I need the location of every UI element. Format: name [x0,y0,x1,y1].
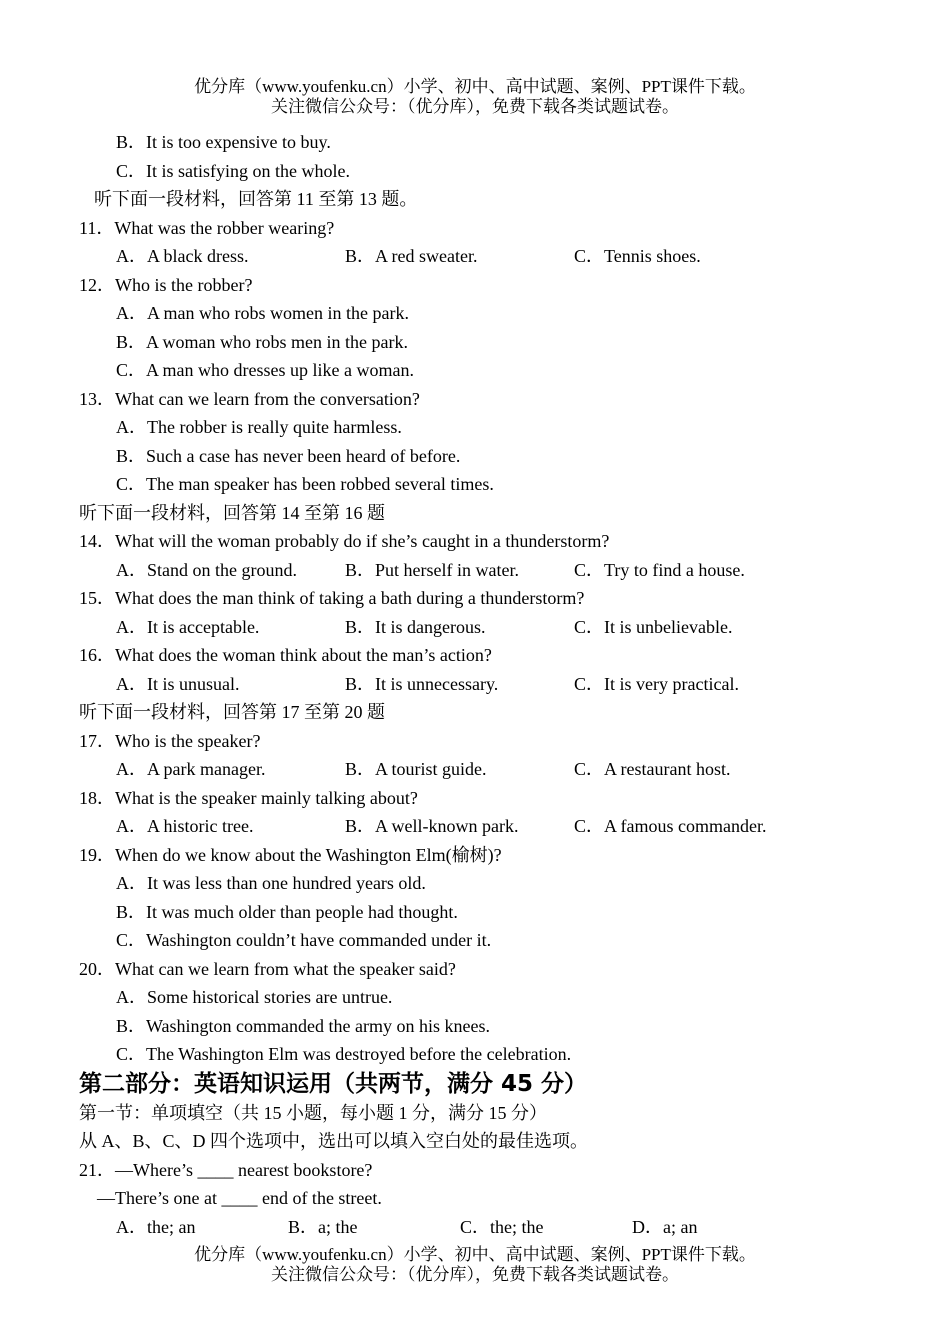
q13-option-c: C．The man speaker has been robbed several times. [116,474,494,494]
q15-option-c: C．It is unbelievable. [574,616,733,637]
q21-stem-line2: —There’s one at ____ end of the street. [97,1188,382,1208]
q16-option-b: B．It is unnecessary. [345,673,499,694]
q17-stem: 17．Who is the speaker? [79,730,261,751]
q19-option-c: C．Washington couldn’t have commanded under it. [116,930,492,950]
q10-option-c: C．It is satisfying on the whole. [116,160,350,181]
q11-option-c: C．Tennis shoes. [574,246,701,266]
q20-stem: 20．What can we learn from what the speaker said? [79,958,456,979]
q18-option-b: B．A well-known park. [345,816,519,836]
q14-option-c: C．Try to find a house. [574,559,745,580]
page-header [0,77,950,117]
header-line-1: 优分库（www.youfenku.cn）小学、初中、高中试题、案例、PPT课件下载。 [194,77,756,96]
q10-option-b: B．It is too expensive to buy. [116,132,331,152]
part2-section1: 第一节：单项填空（共 15 小题，每小题 1 分，满分 15 分） [79,1102,547,1123]
instruction-17-20: 听下面一段材料，回答第 17 至第 20 题 [79,702,385,722]
q20-option-b: B．Washington commanded the army on his knees. [116,1015,490,1036]
q15-options [79,613,919,642]
q20-option-a: A．Some historical stories are untrue. [116,987,393,1007]
q18-options [79,812,919,841]
q15-option-a: A．It is acceptable. [116,616,260,637]
q21-stem-line1: 21．—Where’s ____ nearest bookstore? [79,1159,373,1180]
q14-options [79,556,919,585]
q17-option-c: C．A restaurant host. [574,759,731,779]
q17-options [79,755,919,784]
q15-option-b: B．It is dangerous. [345,616,486,637]
q12-option-b: B．A woman who robs men in the park. [116,331,408,352]
q17-option-b: B．A tourist guide. [345,759,487,779]
q16-option-c: C．It is very practical. [574,673,739,694]
page-footer [0,1245,950,1285]
instruction-14-16: 听下面一段材料，回答第 14 至第 16 题 [79,502,385,523]
q16-options [79,670,919,699]
q21-option-a: A．the; an [116,1216,196,1237]
q12-option-a: A．A man who robs women in the park. [116,303,409,323]
part2-title: 第二部分：英语知识运用（共两节，满分 45 分） [79,1070,588,1097]
footer-line-1: 优分库（www.youfenku.cn）小学、初中、高中试题、案例、PPT课件下载。 [194,1245,756,1264]
q17-option-a: A．A park manager. [116,759,266,779]
q19-option-b: B．It was much older than people had thought. [116,901,458,922]
q14-option-b: B．Put herself in water. [345,559,519,580]
instruction-11-13: 听下面一段材料，回答第 11 至第 13 题。 [94,189,418,209]
q11-stem: 11．What was the robber wearing? [79,217,335,238]
q13-option-a: A．The robber is really quite harmless. [116,417,402,437]
footer-line-2: 关注微信公众号：（优分库），免费下载各类试题试卷。 [271,1265,679,1284]
q16-stem: 16．What does the woman think about the man’s action? [79,645,492,665]
q21-option-d: D．a; an [632,1216,698,1237]
q21-option-b: B．a; the [288,1216,358,1237]
q13-stem: 13．What can we learn from the conversation? [79,388,420,409]
q18-option-c: C．A famous commander. [574,816,767,836]
q21-options [79,1213,919,1242]
q14-option-a: A．Stand on the ground. [116,559,297,580]
q12-stem: 12．Who is the robber? [79,274,253,295]
q15-stem: 15．What does the man think of taking a bath during a thunderstorm? [79,588,585,608]
exam-content [79,128,919,1241]
part2-instruction: 从 A、B、C、D 四个选项中，选出可以填入空白处的最佳选项。 [79,1131,589,1151]
q19-option-a: A．It was less than one hundred years old. [116,873,426,893]
q20-option-c: C．The Washington Elm was destroyed before the celebration. [116,1044,572,1064]
q14-stem: 14．What will the woman probably do if she’s caught in a thunderstorm? [79,531,610,551]
q13-option-b: B．Such a case has never been heard of before. [116,445,461,466]
q12-option-c: C．A man who dresses up like a woman. [116,360,414,380]
q21-option-c: C．the; the [460,1216,544,1237]
q16-option-a: A．It is unusual. [116,673,240,694]
q11-option-b: B．A red sweater. [345,246,478,266]
q18-option-a: A．A historic tree. [116,816,254,836]
q11-option-a: A．A black dress. [116,246,249,266]
q11-options [79,242,919,271]
q18-stem: 18．What is the speaker mainly talking about? [79,787,418,808]
q19-stem: 19．When do we know about the Washington Elm(榆树)? [79,844,502,865]
header-line-2: 关注微信公众号：（优分库），免费下载各类试题试卷。 [271,97,679,116]
